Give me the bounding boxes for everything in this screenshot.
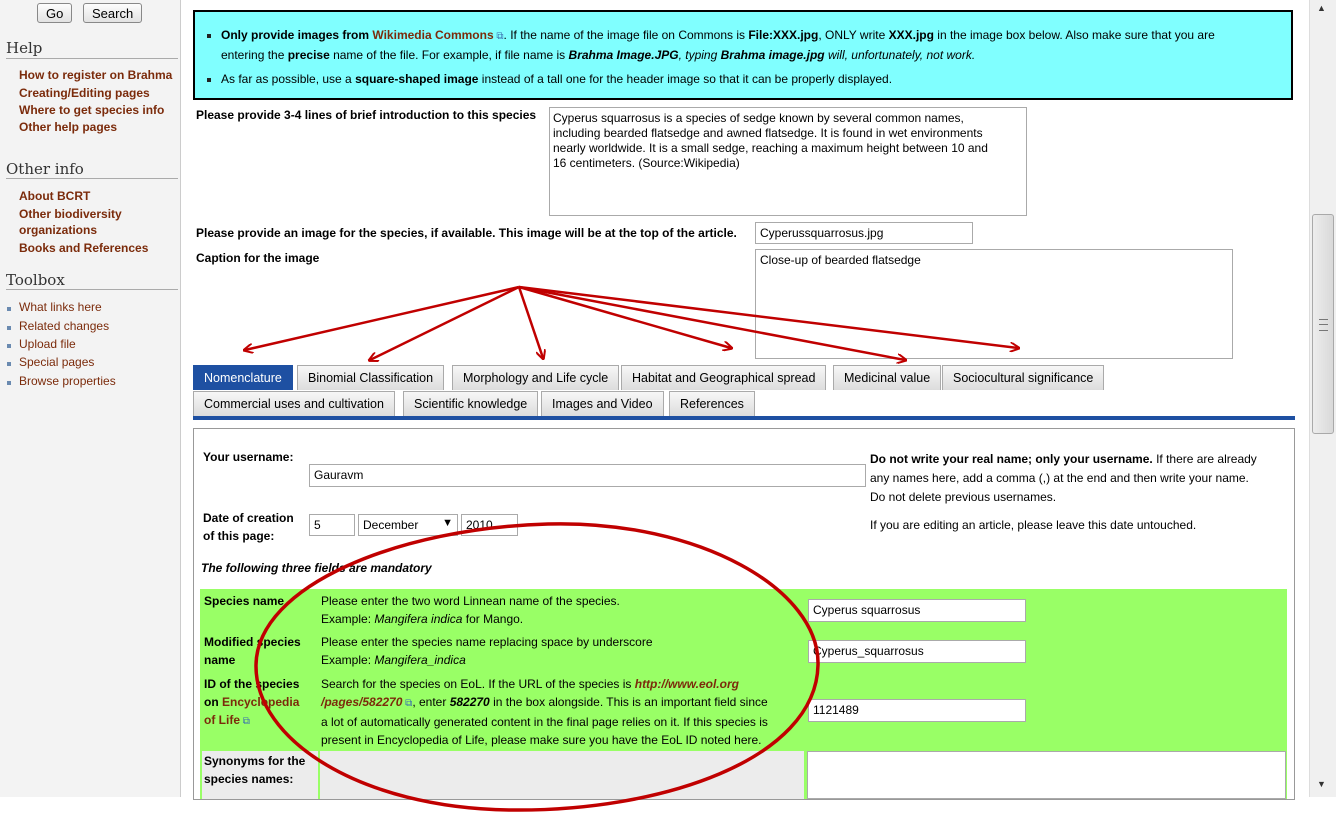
- synonyms-textarea[interactable]: [807, 751, 1286, 799]
- notice-text: square-shaped image: [355, 72, 479, 86]
- notice-line-3: [221, 70, 1271, 89]
- tab-habitat[interactable]: Habitat and Geographical spread: [621, 365, 826, 390]
- scroll-up-arrow-icon[interactable]: ▲: [1317, 3, 1326, 13]
- species-name-help: [321, 592, 620, 628]
- sidebar-link-register[interactable]: How to register on Brahma: [19, 68, 173, 82]
- image-filename-input[interactable]: Cyperussquarrosus.jpg: [755, 222, 973, 244]
- label-text: species names:: [204, 772, 294, 786]
- help-heading: Help: [6, 39, 43, 57]
- date-label: [203, 509, 294, 545]
- intro-line: including bearded flatsedge and awned flatsedge. It is found in wet environments: [553, 126, 983, 140]
- bullet-icon: [7, 362, 11, 366]
- help-text: Please enter the species name replacing space by underscore: [321, 635, 653, 649]
- tab-references[interactable]: References: [669, 391, 755, 416]
- intro-line: Cyperus squarrosus is a species of sedge known by several common names,: [553, 111, 964, 125]
- modified-species-help: [321, 633, 653, 669]
- help-text: Example:: [321, 653, 375, 667]
- username-note-text: Do not write your real name; only your username.: [870, 452, 1153, 466]
- help-text: , enter: [412, 695, 450, 709]
- date-month-value: December: [363, 518, 419, 532]
- username-label: Your username:: [203, 450, 294, 464]
- help-text: a lot of automatically generated content in the final page relies on it. If this species is: [321, 715, 768, 729]
- bullet-icon: [207, 78, 211, 82]
- notice-text: Brahma Image.JPG: [568, 48, 679, 62]
- scroll-down-arrow-icon[interactable]: ▼: [1317, 779, 1326, 789]
- notice-text: entering the: [221, 48, 288, 62]
- username-input[interactable]: Gauravm: [309, 464, 866, 487]
- date-label-text: Date of creation: [203, 511, 294, 525]
- modified-species-label: [204, 633, 301, 669]
- bullet-icon: [7, 381, 11, 385]
- toolbox-link-related[interactable]: Related changes: [19, 319, 110, 333]
- date-note: If you are editing an article, please leave this date untouched.: [870, 518, 1197, 532]
- tab-sociocultural[interactable]: Sociocultural significance: [942, 365, 1104, 390]
- notice-text: XXX.jpg: [888, 28, 934, 42]
- bullet-icon: [7, 326, 11, 330]
- date-month-select[interactable]: [358, 514, 458, 536]
- notice-text: Only provide images from: [221, 28, 373, 42]
- synonyms-label: [204, 752, 305, 788]
- notice-text: . If the name of the image file on Commons is: [503, 28, 749, 42]
- eol-url-link[interactable]: /pages/582270: [321, 695, 403, 709]
- modified-species-input[interactable]: Cyperus_squarrosus: [808, 640, 1026, 663]
- sidebar-link-other-help[interactable]: Other help pages: [19, 120, 118, 134]
- eol-id-label: [204, 675, 299, 731]
- synonyms-help-cell: [320, 751, 804, 799]
- species-name-label: Species name: [204, 594, 285, 608]
- date-day-input[interactable]: 5: [309, 514, 355, 536]
- caption-label: Caption for the image: [196, 251, 320, 265]
- help-text: Mangifera indica: [374, 612, 463, 626]
- notice-line-1: [221, 26, 1271, 65]
- sidebar-link-species-info[interactable]: Where to get species info: [19, 103, 165, 117]
- username-note-text: any names here, add a comma (,) at the end and then write your name.: [870, 471, 1249, 485]
- intro-line: nearly worldwide. It is a small sedge, reaching a maximum height between 10 and: [553, 141, 988, 155]
- search-button[interactable]: Search: [83, 3, 142, 23]
- other-info-rule: [6, 178, 178, 179]
- toolbox-heading: Toolbox: [6, 271, 65, 289]
- mandatory-note: The following three fields are mandatory: [201, 561, 432, 575]
- wikimedia-link[interactable]: Wikimedia Commons: [372, 28, 494, 42]
- help-text: Example:: [321, 612, 375, 626]
- username-note-text: If there are already: [1152, 452, 1257, 466]
- label-text: name: [204, 653, 236, 667]
- help-text: 582270: [449, 695, 490, 709]
- sidebar-link-editing[interactable]: Creating/Editing pages: [19, 86, 150, 100]
- tab-morphology[interactable]: Morphology and Life cycle: [452, 365, 619, 390]
- sidebar-link-organizations[interactable]: organizations: [19, 223, 98, 237]
- annotation-arrow: [519, 287, 543, 358]
- toolbox-link-browse[interactable]: Browse properties: [19, 374, 116, 388]
- date-year-input[interactable]: 2010: [461, 514, 518, 536]
- tab-nomenclature[interactable]: Nomenclature: [193, 365, 293, 390]
- external-link-icon: ⧉: [493, 31, 504, 42]
- help-text: in the box alongside. This is an important field since: [489, 695, 768, 709]
- help-text: present in Encyclopedia of Life, please make sure you have the EoL ID noted here.: [321, 733, 762, 747]
- tab-binomial-classification[interactable]: Binomial Classification: [297, 365, 444, 390]
- bullet-icon: [7, 307, 11, 311]
- notice-text: As far as possible, use a: [221, 72, 356, 86]
- toolbox-link-upload[interactable]: Upload file: [19, 337, 76, 351]
- go-button[interactable]: Go: [37, 3, 72, 23]
- eol-id-input[interactable]: 1121489: [808, 699, 1026, 722]
- notice-text: in the image box below. Also make sure that you are: [933, 28, 1215, 42]
- eol-link-2[interactable]: of Life: [204, 713, 240, 727]
- intro-textarea[interactable]: [549, 107, 1027, 216]
- scroll-thumb[interactable]: [1312, 214, 1334, 434]
- external-link-icon: ⧉: [240, 716, 250, 727]
- eol-url-link[interactable]: http://www.eol.org: [634, 677, 739, 691]
- sidebar-link-biodiversity[interactable]: Other biodiversity: [19, 207, 122, 221]
- notice-text: name of the file. For example, if file name is: [329, 48, 569, 62]
- caption-textarea[interactable]: Close-up of bearded flatsedge: [755, 249, 1233, 359]
- chevron-down-icon: ▼: [442, 517, 453, 529]
- grip-icon: [1319, 319, 1328, 331]
- label-text: ID of the species: [204, 677, 300, 691]
- annotation-arrow: [245, 287, 519, 350]
- notice-text: File:XXX.jpg: [748, 28, 819, 42]
- help-text: for Mango.: [462, 612, 524, 626]
- annotation-arrow: [519, 287, 731, 348]
- notice-text: instead of a tall one for the header image so that it can be properly displayed.: [478, 72, 893, 86]
- tab-scientific-knowledge[interactable]: Scientific knowledge: [403, 391, 538, 416]
- sidebar-link-about-bcrt[interactable]: About BCRT: [19, 189, 91, 203]
- help-text: Please enter the two word Linnean name of the species.: [321, 594, 620, 608]
- species-name-input[interactable]: Cyperus squarrosus: [808, 599, 1026, 622]
- sidebar: [0, 0, 181, 797]
- intro-line: 16 centimeters. (Source:Wikipedia): [553, 156, 740, 170]
- image-notice: [193, 10, 1293, 100]
- intro-label: Please provide 3-4 lines of brief introduction to this species: [196, 108, 537, 122]
- tab-images-video[interactable]: Images and Video: [541, 391, 664, 416]
- other-info-heading: Other info: [6, 160, 84, 178]
- help-rule: [6, 58, 178, 59]
- tab-commercial-uses[interactable]: Commercial uses and cultivation: [193, 391, 395, 416]
- toolbox-link-what-links[interactable]: What links here: [19, 300, 102, 314]
- tab-underline: [193, 416, 1295, 420]
- username-note-text: Do not delete previous usernames.: [870, 490, 1057, 504]
- vertical-scrollbar[interactable]: [1309, 0, 1336, 797]
- notice-text: , ONLY write: [818, 28, 889, 42]
- help-text: Search for the species on EoL. If the URL of the species is: [321, 677, 635, 691]
- label-text: Modified species: [204, 635, 301, 649]
- image-label: Please provide an image for the species, if available. This image will be at the top of the article.: [196, 226, 737, 240]
- eol-id-help: [321, 675, 768, 749]
- notice-text: , typing: [678, 48, 721, 62]
- label-text: Synonyms for the: [204, 754, 306, 768]
- help-text: Mangifera_indica: [374, 653, 466, 667]
- username-note: [870, 450, 1257, 507]
- annotation-arrow: [370, 287, 519, 360]
- toolbox-rule: [6, 289, 178, 290]
- bullet-icon: [207, 34, 211, 38]
- bullet-icon: [7, 344, 11, 348]
- eol-link[interactable]: Encyclopedia: [222, 695, 300, 709]
- notice-text: Brahma image.jpg: [720, 48, 825, 62]
- notice-text: precise: [287, 48, 330, 62]
- notice-text: will, unfortunately, not work.: [824, 48, 976, 62]
- label-text: on: [204, 695, 222, 709]
- sidebar-link-books[interactable]: Books and References: [19, 241, 149, 255]
- tab-medicinal-value[interactable]: Medicinal value: [833, 365, 941, 390]
- toolbox-link-special[interactable]: Special pages: [19, 355, 95, 369]
- external-link-icon: ⧉: [402, 698, 413, 709]
- date-label-text: of this page:: [203, 529, 275, 543]
